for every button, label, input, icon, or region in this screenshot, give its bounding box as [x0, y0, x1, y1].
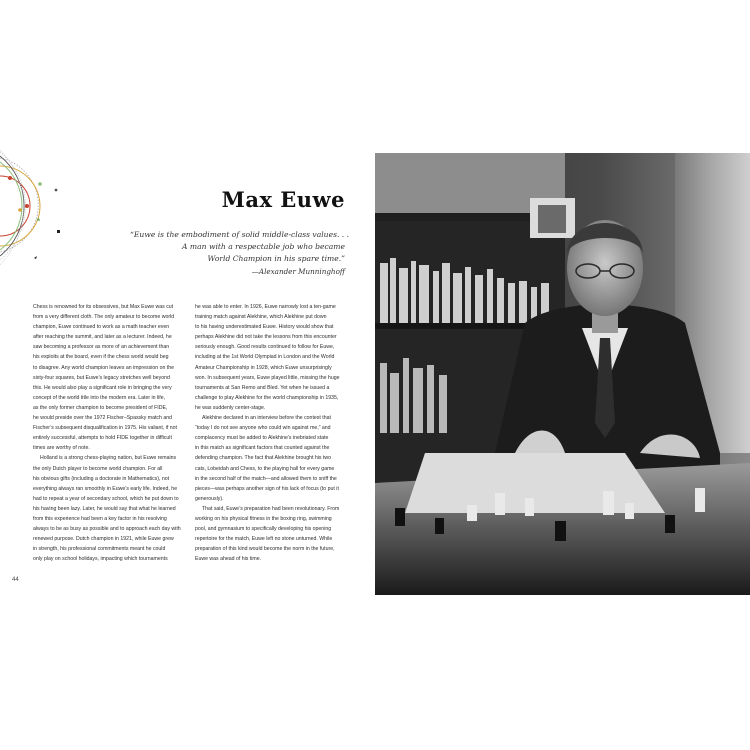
body-line: saw becoming a professor as more of an achievement than: [33, 344, 170, 351]
body-line: from a very different cloth. The only amateur to become world: [33, 314, 175, 321]
body-line: only play on school holidays, impacting which tournaments: [33, 556, 168, 563]
quote-line: “Euwe is the embodiment of solid middle-class values. . .: [130, 230, 350, 239]
body-line: had to repeat a year of secondary school, which he put down to: [33, 495, 179, 502]
body-line: from this experience had been a key factor in his resolving: [33, 515, 167, 522]
body-line: repertoire for the match, Euwe left no stone unturned. While: [195, 536, 333, 543]
photo-illustration: [375, 153, 750, 595]
body-line: Euwe was ahead of his time.: [195, 556, 262, 563]
body-line: challenge to play Alekhine for the world championship in 1935,: [195, 394, 339, 401]
body-line: cats, Lobeidah and Chess, to the playing hall for every game: [195, 465, 335, 472]
body-line: including at the 1st World Olympiad in London and the World: [195, 354, 335, 361]
quote-line: A man with a respectable job who became: [182, 242, 345, 252]
body-line: always to be as busy as possible and to approach each day with: [33, 526, 181, 533]
body-line: he would preside over the 1972 Fischer–Spassky match and: [33, 415, 172, 422]
body-line: perhaps Alekhine did not take the lessons from this encounter: [195, 334, 337, 341]
body-line: Amateur Championship in 1928, which Euwe unsurprisingly: [195, 364, 332, 371]
body-line: defending champion. The fact that Alekhine brought his two: [195, 455, 332, 462]
body-line: generously).: [195, 495, 224, 502]
body-line: Fischer’s subsequent disqualification in 1975. His valiant, if not: [33, 425, 177, 432]
body-line: working on his physical fitness in the boxing ring, swimming: [195, 515, 332, 522]
pull-quote: [130, 229, 350, 278]
body-line: he was able to enter. In 1926, Euwe narrowly lost a ten-game: [195, 304, 336, 310]
body-line: preparation of this kind would become the norm in the future,: [195, 546, 335, 553]
body-line: concept of the world title into the modern era. Later in life,: [33, 394, 166, 401]
body-line: Alekhine declared in an interview before the contest that: [202, 415, 331, 422]
body-line: after reaching the summit, and later as a lecturer. Indeed, he: [33, 334, 172, 341]
body-line: in strength, his professional commitments meant he could: [33, 546, 166, 553]
body-line: pieces—was perhaps another sign of his lack of focus (to put it: [195, 485, 339, 492]
body-line: entirely successful, attempts to hold FIDE together in difficult: [33, 435, 172, 442]
body-line: this. He would also play a significant role in bringing the very: [33, 384, 172, 391]
quote-attribution: —Alexander Munninghoff: [251, 266, 345, 276]
body-line: his exploits at the board, even if the chess world would beg: [33, 354, 169, 361]
body-line: Holland is a strong chess-playing nation, but Euwe remains: [40, 455, 177, 462]
body-line: in the second half of the match—and allowed them to sniff the: [195, 475, 337, 482]
body-line: he was suddenly center-stage.: [195, 404, 266, 411]
orbit-diagram: [0, 150, 90, 265]
body-line: training match against Alekhine, which Alekhine put down: [195, 314, 327, 321]
body-line: sixty-four squares, but Euwe’s legacy stretches well beyond: [33, 374, 170, 381]
body-line: as the only former champion to become president of FIDE,: [33, 404, 168, 411]
body-line: Chess is renowned for its obsessives, but Max Euwe was cut: [33, 304, 174, 310]
body-line: “today I do not see anyone who could win against me,” and: [195, 425, 331, 432]
body-column-left: [33, 302, 188, 564]
body-line: complacency must be added to Alekhine’s inebriated state: [195, 435, 329, 442]
body-line: his having been lazy. Later, he would say that what he learned: [33, 505, 176, 512]
body-line: everything always ran smoothly in Euwe’s early life. Indeed, he: [33, 485, 178, 492]
quote-line: World Champion in his spare time.”: [207, 254, 345, 264]
body-line: renewed purpose. Dutch champion in 1921, while Euwe grew: [33, 536, 174, 543]
body-line: tournaments at San Remo and Bled. Yet when he issued a: [195, 384, 330, 391]
body-line: to his having underestimated Euwe. History would show that: [195, 324, 334, 331]
body-line: the only Dutch player to become world champion. For all: [33, 465, 163, 472]
body-line: to disagree. Any world champion leaves an impression on the: [33, 364, 175, 371]
page-title: Max Euwe: [221, 187, 345, 212]
body-line: That said, Euwe’s preparation had been revolutionary. From: [202, 505, 340, 512]
body-line: pool, and gymnasium to specifically developing his opening: [195, 526, 332, 533]
body-line: times are worthy of note.: [33, 445, 90, 452]
page-number: 44: [12, 577, 19, 583]
body-line: champion, Euwe continued to work as a math teacher even: [33, 324, 170, 331]
body-line: seriously enough. Good results continued to follow for Euwe,: [195, 344, 335, 351]
portrait-photo: [375, 153, 750, 595]
body-line: in this match as significant factors that counted against the: [195, 445, 330, 452]
body-line: his obvious gifts (including a doctorate in Mathematics), not: [33, 475, 170, 482]
body-column-right: [195, 302, 355, 564]
body-line: won. In subsequent years, Euwe played little, missing the huge: [195, 374, 340, 381]
